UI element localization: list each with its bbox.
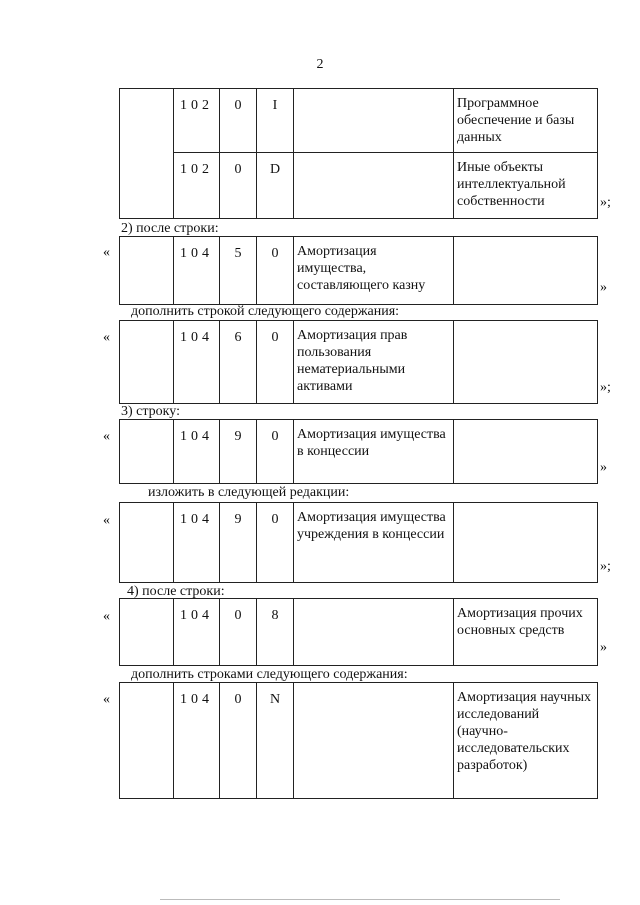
name-cell: Программное обеспечение и базы данных xyxy=(454,89,598,153)
section-label: изложить в следующей редакции: xyxy=(148,485,350,500)
name-cell: Амортизация прочих основных средств xyxy=(454,599,598,666)
code-cell: 104 xyxy=(174,321,220,404)
blank-cell xyxy=(120,599,174,666)
sub-code-cell: D xyxy=(257,153,294,219)
table-row xyxy=(120,503,598,583)
closing-quote: »; xyxy=(600,380,611,395)
sub-code-cell: 8 xyxy=(257,599,294,666)
code-cell: 102 xyxy=(174,153,220,219)
section-label: 3) строку: xyxy=(121,404,180,419)
sub-code-cell: 0 xyxy=(257,503,294,583)
table-row xyxy=(120,237,598,305)
name-cell xyxy=(454,321,598,404)
opening-quote: « xyxy=(103,692,110,707)
blank-cell xyxy=(120,89,174,219)
table-row xyxy=(120,321,598,404)
name-cell: Амортизация научных исследований (научно-исследовательских разработок) xyxy=(454,683,598,799)
opening-quote: « xyxy=(103,330,110,345)
blank-cell xyxy=(120,321,174,404)
closing-quote: » xyxy=(600,280,607,295)
closing-quote: » xyxy=(600,640,607,655)
blank-cell xyxy=(120,237,174,305)
sub-code-cell: 0 xyxy=(220,153,257,219)
code-cell: 104 xyxy=(174,503,220,583)
table-row xyxy=(120,683,598,799)
name-cell: Амортизация имущества в концессии xyxy=(294,420,454,484)
closing-quote: »; xyxy=(600,559,611,574)
section-label: 2) после строки: xyxy=(121,221,219,236)
code-cell: 104 xyxy=(174,599,220,666)
name-cell: Амортизация имущества учреждения в концессии xyxy=(294,503,454,583)
sub-code-cell: 0 xyxy=(257,420,294,484)
sub-code-cell: 5 xyxy=(220,237,257,305)
closing-quote: »; xyxy=(600,195,611,210)
code-cell: 104 xyxy=(174,683,220,799)
code-cell: 104 xyxy=(174,420,220,484)
sub-code-cell: 9 xyxy=(220,503,257,583)
closing-quote: » xyxy=(600,460,607,475)
section-label: дополнить строками следующего содержания: xyxy=(131,667,408,682)
name-cell xyxy=(454,237,598,305)
account-table xyxy=(119,419,598,484)
opening-quote: « xyxy=(103,245,110,260)
sub-code-cell: 0 xyxy=(220,89,257,153)
blank-cell xyxy=(120,420,174,484)
section-label: 4) после строки: xyxy=(127,584,225,599)
name-cell xyxy=(294,89,454,153)
name-cell xyxy=(294,683,454,799)
account-table xyxy=(119,598,598,666)
sub-code-cell: N xyxy=(257,683,294,799)
code-cell: 104 xyxy=(174,237,220,305)
name-cell: Амортизация прав пользования нематериальными активами xyxy=(294,321,454,404)
code-cell: 102 xyxy=(174,89,220,153)
name-cell xyxy=(454,420,598,484)
opening-quote: « xyxy=(103,609,110,624)
page-number: 2 xyxy=(316,57,324,72)
section-label: дополнить строкой следующего содержания: xyxy=(131,304,400,319)
name-cell: Амортизация имущества, составляющего казну xyxy=(294,237,454,305)
sub-code-cell: 0 xyxy=(220,599,257,666)
sub-code-cell: 9 xyxy=(220,420,257,484)
opening-quote: « xyxy=(103,513,110,528)
table-row xyxy=(120,420,598,484)
account-table xyxy=(119,320,598,404)
name-cell xyxy=(294,599,454,666)
account-table xyxy=(119,682,598,799)
sub-code-cell: 0 xyxy=(257,321,294,404)
name-cell xyxy=(454,503,598,583)
opening-quote: « xyxy=(103,429,110,444)
sub-code-cell: 0 xyxy=(257,237,294,305)
sub-code-cell: 0 xyxy=(220,683,257,799)
scan-edge-line xyxy=(160,899,560,900)
sub-code-cell: 6 xyxy=(220,321,257,404)
table-row xyxy=(120,599,598,666)
account-table xyxy=(119,236,598,305)
table-row xyxy=(120,89,598,153)
account-table xyxy=(119,502,598,583)
blank-cell xyxy=(120,503,174,583)
table-row xyxy=(120,153,598,219)
blank-cell xyxy=(120,683,174,799)
name-cell xyxy=(294,153,454,219)
name-cell: Иные объекты интеллектуальной собственности xyxy=(454,153,598,219)
account-table xyxy=(119,88,598,219)
sub-code-cell: I xyxy=(257,89,294,153)
